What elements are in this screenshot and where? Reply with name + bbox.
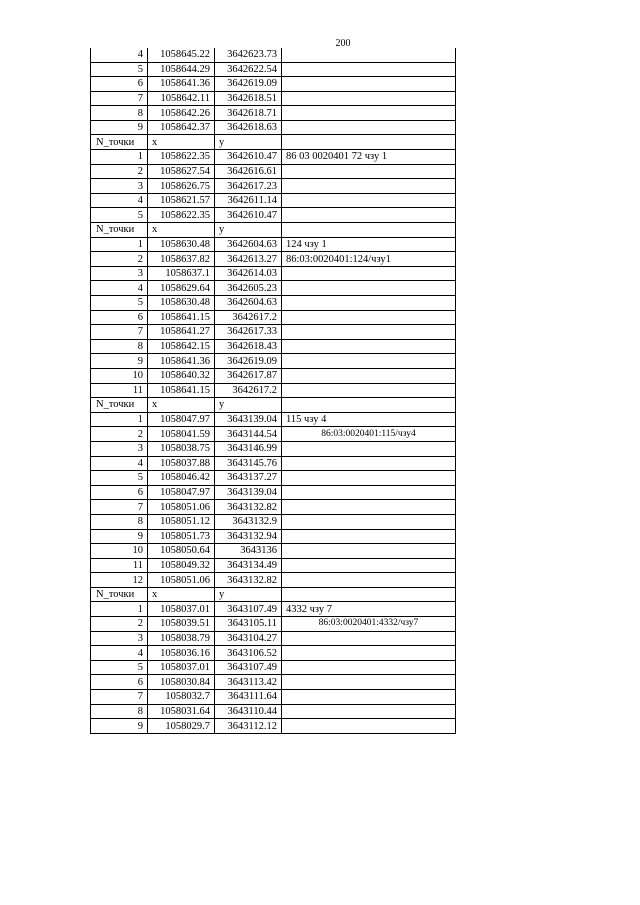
y-coordinate-cell: 3643139.04 <box>215 412 282 427</box>
point-number-cell: 7 <box>91 325 148 340</box>
table-row <box>91 179 456 194</box>
table-row <box>91 412 456 427</box>
x-coordinate-cell: 1058049.32 <box>148 558 215 573</box>
point-number-cell: 2 <box>91 427 148 442</box>
table-header-row <box>91 398 456 413</box>
point-number-cell: N_точки <box>91 135 148 150</box>
y-coordinate-cell: y <box>215 398 282 413</box>
point-number-cell: 1 <box>91 150 148 165</box>
table-row <box>91 164 456 179</box>
y-coordinate-cell: 3642611.14 <box>215 193 282 208</box>
y-coordinate-cell: 3643107.49 <box>215 660 282 675</box>
coordinates-table <box>90 48 456 734</box>
x-coordinate-cell: 1058031.64 <box>148 704 215 719</box>
y-coordinate-cell: 3643145.76 <box>215 456 282 471</box>
note-cell <box>282 631 456 646</box>
table-row <box>91 62 456 77</box>
point-number-cell: 9 <box>91 354 148 369</box>
table-row <box>91 296 456 311</box>
x-coordinate-cell: 1058036.16 <box>148 646 215 661</box>
table-row <box>91 368 456 383</box>
x-coordinate-cell: 1058642.37 <box>148 120 215 135</box>
note-cell <box>282 62 456 77</box>
y-coordinate-cell: 3643139.04 <box>215 485 282 500</box>
y-coordinate-cell: 3642619.09 <box>215 354 282 369</box>
table-row <box>91 704 456 719</box>
page-number: 200 <box>335 38 351 49</box>
y-coordinate-cell: 3643144.54 <box>215 427 282 442</box>
y-coordinate-cell: 3642610.47 <box>215 150 282 165</box>
point-number-cell: 1 <box>91 602 148 617</box>
note-cell <box>282 339 456 354</box>
note-cell: 86 03 0020401 72 чзу 1 <box>282 150 456 165</box>
y-coordinate-cell: y <box>215 135 282 150</box>
y-coordinate-cell: 3643132.82 <box>215 500 282 515</box>
y-coordinate-cell: 3642614.03 <box>215 266 282 281</box>
point-number-cell: 9 <box>91 120 148 135</box>
table-row <box>91 77 456 92</box>
note-cell <box>282 135 456 150</box>
y-coordinate-cell: y <box>215 223 282 238</box>
point-number-cell: N_точки <box>91 223 148 238</box>
note-cell <box>282 106 456 121</box>
point-number-cell: 4 <box>91 646 148 661</box>
x-coordinate-cell: 1058039.51 <box>148 617 215 632</box>
point-number-cell: 10 <box>91 544 148 559</box>
note-cell <box>282 646 456 661</box>
table-row <box>91 441 456 456</box>
note-cell <box>282 456 456 471</box>
y-coordinate-cell: 3642617.87 <box>215 368 282 383</box>
table-header-row <box>91 223 456 238</box>
y-coordinate-cell: 3643106.52 <box>215 646 282 661</box>
x-coordinate-cell: 1058038.79 <box>148 631 215 646</box>
x-coordinate-cell: 1058626.75 <box>148 179 215 194</box>
y-coordinate-cell: 3642610.47 <box>215 208 282 223</box>
x-coordinate-cell: 1058047.97 <box>148 485 215 500</box>
x-coordinate-cell: 1058041.59 <box>148 427 215 442</box>
table-row <box>91 150 456 165</box>
x-coordinate-cell: 1058640.32 <box>148 368 215 383</box>
x-coordinate-cell: 1058641.36 <box>148 354 215 369</box>
y-coordinate-cell: 3643146.99 <box>215 441 282 456</box>
x-coordinate-cell: 1058644.29 <box>148 62 215 77</box>
point-number-cell: 5 <box>91 296 148 311</box>
table-row <box>91 48 456 62</box>
point-number-cell: 5 <box>91 660 148 675</box>
table-row <box>91 690 456 705</box>
y-coordinate-cell: 3642619.09 <box>215 77 282 92</box>
point-number-cell: 8 <box>91 704 148 719</box>
x-coordinate-cell: 1058630.48 <box>148 237 215 252</box>
table-row <box>91 193 456 208</box>
y-coordinate-cell: 3642618.71 <box>215 106 282 121</box>
y-coordinate-cell: 3643137.27 <box>215 471 282 486</box>
x-coordinate-cell: 1058645.22 <box>148 48 215 62</box>
y-coordinate-cell: 3642618.51 <box>215 91 282 106</box>
y-coordinate-cell: 3643112.12 <box>215 719 282 734</box>
note-cell <box>282 704 456 719</box>
point-number-cell: 6 <box>91 77 148 92</box>
point-number-cell: 5 <box>91 471 148 486</box>
y-coordinate-cell: 3643132.9 <box>215 514 282 529</box>
note-cell <box>282 77 456 92</box>
y-coordinate-cell: 3642604.63 <box>215 237 282 252</box>
x-coordinate-cell: x <box>148 587 215 602</box>
note-cell <box>282 660 456 675</box>
x-coordinate-cell: 1058641.36 <box>148 77 215 92</box>
note-cell <box>282 368 456 383</box>
table-row <box>91 573 456 588</box>
point-number-cell: 4 <box>91 281 148 296</box>
point-number-cell: 11 <box>91 558 148 573</box>
note-cell: 86:03:0020401:4332/чзу7 <box>282 617 456 632</box>
x-coordinate-cell: 1058051.12 <box>148 514 215 529</box>
point-number-cell: 2 <box>91 164 148 179</box>
x-coordinate-cell: 1058642.26 <box>148 106 215 121</box>
point-number-cell: 3 <box>91 441 148 456</box>
point-number-cell: 8 <box>91 514 148 529</box>
note-cell <box>282 471 456 486</box>
x-coordinate-cell: 1058630.48 <box>148 296 215 311</box>
note-cell <box>282 500 456 515</box>
y-coordinate-cell: 3643111.64 <box>215 690 282 705</box>
x-coordinate-cell: 1058038.75 <box>148 441 215 456</box>
x-coordinate-cell: 1058629.64 <box>148 281 215 296</box>
x-coordinate-cell: 1058032.7 <box>148 690 215 705</box>
table-row <box>91 675 456 690</box>
x-coordinate-cell: 1058046.42 <box>148 471 215 486</box>
note-cell: 4332 чзу 7 <box>282 602 456 617</box>
table-row <box>91 427 456 442</box>
table-row <box>91 237 456 252</box>
note-cell <box>282 544 456 559</box>
table-row <box>91 660 456 675</box>
note-cell <box>282 296 456 311</box>
y-coordinate-cell: 3643113.42 <box>215 675 282 690</box>
point-number-cell: 10 <box>91 368 148 383</box>
x-coordinate-cell: 1058642.11 <box>148 91 215 106</box>
point-number-cell: 6 <box>91 310 148 325</box>
x-coordinate-cell: 1058029.7 <box>148 719 215 734</box>
y-coordinate-cell: 3642618.43 <box>215 339 282 354</box>
note-cell <box>282 529 456 544</box>
x-coordinate-cell: 1058037.01 <box>148 660 215 675</box>
y-coordinate-cell: 3643107.49 <box>215 602 282 617</box>
x-coordinate-cell: 1058037.88 <box>148 456 215 471</box>
y-coordinate-cell: 3642617.33 <box>215 325 282 340</box>
note-cell <box>282 398 456 413</box>
x-coordinate-cell: 1058641.15 <box>148 310 215 325</box>
note-cell <box>282 587 456 602</box>
table-row <box>91 281 456 296</box>
table-row <box>91 91 456 106</box>
x-coordinate-cell: 1058627.54 <box>148 164 215 179</box>
x-coordinate-cell: 1058642.15 <box>148 339 215 354</box>
point-number-cell: 6 <box>91 485 148 500</box>
point-number-cell: 3 <box>91 179 148 194</box>
y-coordinate-cell: 3643132.94 <box>215 529 282 544</box>
point-number-cell: 5 <box>91 62 148 77</box>
note-cell <box>282 310 456 325</box>
note-cell: 115 чзу 4 <box>282 412 456 427</box>
table-header-row <box>91 135 456 150</box>
x-coordinate-cell: 1058051.06 <box>148 500 215 515</box>
table-row <box>91 354 456 369</box>
note-cell <box>282 208 456 223</box>
y-coordinate-cell: 3642617.2 <box>215 383 282 398</box>
point-number-cell: 4 <box>91 193 148 208</box>
note-cell <box>282 193 456 208</box>
point-number-cell: 2 <box>91 252 148 267</box>
x-coordinate-cell: 1058622.35 <box>148 208 215 223</box>
note-cell <box>282 281 456 296</box>
table-row <box>91 544 456 559</box>
point-number-cell: 3 <box>91 266 148 281</box>
table-row <box>91 456 456 471</box>
note-cell <box>282 690 456 705</box>
x-coordinate-cell: x <box>148 135 215 150</box>
note-cell: 86:03:0020401:124/чзу1 <box>282 252 456 267</box>
table-row <box>91 252 456 267</box>
point-number-cell: 5 <box>91 208 148 223</box>
table-row <box>91 602 456 617</box>
note-cell <box>282 485 456 500</box>
note-cell <box>282 91 456 106</box>
note-cell <box>282 719 456 734</box>
table-row <box>91 719 456 734</box>
point-number-cell: 7 <box>91 91 148 106</box>
x-coordinate-cell: x <box>148 398 215 413</box>
point-number-cell: 11 <box>91 383 148 398</box>
y-coordinate-cell: 3643136 <box>215 544 282 559</box>
note-cell <box>282 441 456 456</box>
table-row <box>91 471 456 486</box>
point-number-cell: 9 <box>91 529 148 544</box>
point-number-cell: N_точки <box>91 398 148 413</box>
table-row <box>91 646 456 661</box>
point-number-cell: 4 <box>91 48 148 62</box>
table-row <box>91 617 456 632</box>
note-cell <box>282 164 456 179</box>
x-coordinate-cell: 1058622.35 <box>148 150 215 165</box>
table-row <box>91 383 456 398</box>
table-row <box>91 266 456 281</box>
y-coordinate-cell: 3643132.82 <box>215 573 282 588</box>
y-coordinate-cell: 3642622.54 <box>215 62 282 77</box>
note-cell <box>282 514 456 529</box>
point-number-cell: 8 <box>91 106 148 121</box>
x-coordinate-cell: 1058621.57 <box>148 193 215 208</box>
x-coordinate-cell: 1058050.64 <box>148 544 215 559</box>
note-cell: 124 чзу 1 <box>282 237 456 252</box>
y-coordinate-cell: 3643104.27 <box>215 631 282 646</box>
point-number-cell: 6 <box>91 675 148 690</box>
y-coordinate-cell: 3643110.44 <box>215 704 282 719</box>
y-coordinate-cell: 3642618.63 <box>215 120 282 135</box>
x-coordinate-cell: 1058637.82 <box>148 252 215 267</box>
y-coordinate-cell: 3642616.61 <box>215 164 282 179</box>
x-coordinate-cell: 1058030.84 <box>148 675 215 690</box>
note-cell <box>282 179 456 194</box>
table-row <box>91 529 456 544</box>
note-cell <box>282 675 456 690</box>
point-number-cell: 1 <box>91 412 148 427</box>
coordinates-table-body <box>91 48 456 733</box>
x-coordinate-cell: 1058051.73 <box>148 529 215 544</box>
note-cell <box>282 383 456 398</box>
x-coordinate-cell: 1058037.01 <box>148 602 215 617</box>
table-row <box>91 339 456 354</box>
note-cell <box>282 48 456 62</box>
note-cell <box>282 223 456 238</box>
table-row <box>91 500 456 515</box>
note-cell <box>282 354 456 369</box>
y-coordinate-cell: 3643134.49 <box>215 558 282 573</box>
y-coordinate-cell: 3642617.23 <box>215 179 282 194</box>
table-row <box>91 208 456 223</box>
x-coordinate-cell: 1058051.06 <box>148 573 215 588</box>
table-header-row <box>91 587 456 602</box>
y-coordinate-cell: 3642605.23 <box>215 281 282 296</box>
note-cell <box>282 558 456 573</box>
note-cell <box>282 325 456 340</box>
table-row <box>91 325 456 340</box>
point-number-cell: 7 <box>91 690 148 705</box>
table-row <box>91 120 456 135</box>
point-number-cell: N_точки <box>91 587 148 602</box>
point-number-cell: 3 <box>91 631 148 646</box>
y-coordinate-cell: 3642613.27 <box>215 252 282 267</box>
table-row <box>91 631 456 646</box>
y-coordinate-cell: 3643105.11 <box>215 617 282 632</box>
point-number-cell: 8 <box>91 339 148 354</box>
table-row <box>91 106 456 121</box>
point-number-cell: 7 <box>91 500 148 515</box>
x-coordinate-cell: 1058047.97 <box>148 412 215 427</box>
table-row <box>91 310 456 325</box>
table-row <box>91 485 456 500</box>
table-row <box>91 558 456 573</box>
table-row <box>91 514 456 529</box>
y-coordinate-cell: 3642623.73 <box>215 48 282 62</box>
note-cell <box>282 573 456 588</box>
point-number-cell: 1 <box>91 237 148 252</box>
y-coordinate-cell: 3642604.63 <box>215 296 282 311</box>
note-cell <box>282 266 456 281</box>
y-coordinate-cell: 3642617.2 <box>215 310 282 325</box>
y-coordinate-cell: y <box>215 587 282 602</box>
note-cell: 86:03:0020401:115/чзу4 <box>282 427 456 442</box>
x-coordinate-cell: x <box>148 223 215 238</box>
x-coordinate-cell: 1058641.15 <box>148 383 215 398</box>
x-coordinate-cell: 1058641.27 <box>148 325 215 340</box>
point-number-cell: 2 <box>91 617 148 632</box>
point-number-cell: 12 <box>91 573 148 588</box>
point-number-cell: 9 <box>91 719 148 734</box>
point-number-cell: 4 <box>91 456 148 471</box>
x-coordinate-cell: 1058637.1 <box>148 266 215 281</box>
note-cell <box>282 120 456 135</box>
